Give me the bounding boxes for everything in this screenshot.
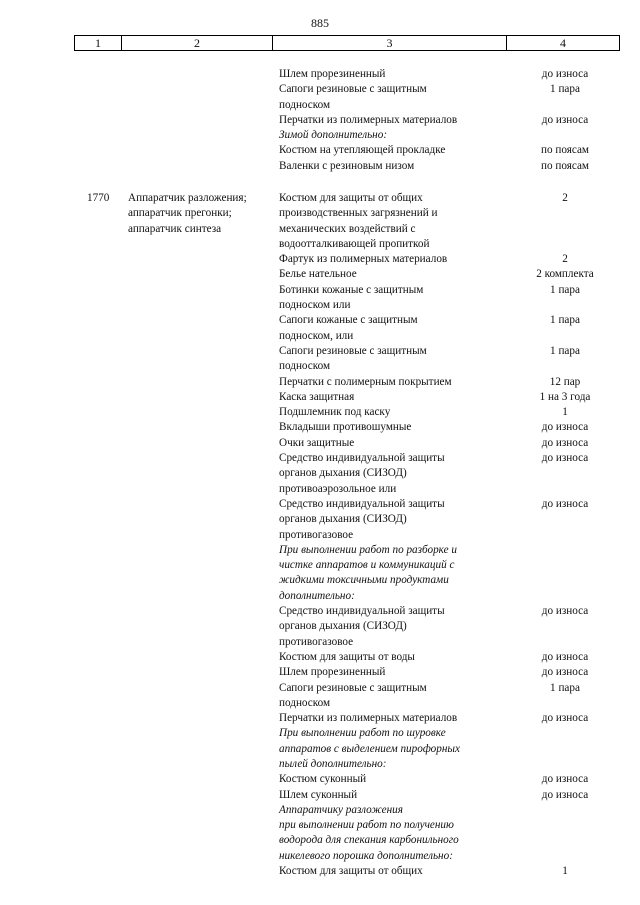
item-quantity: 1 — [562, 865, 568, 878]
item-name-line: Перчатки из полимерных материалов — [279, 712, 458, 725]
item-name — [279, 283, 509, 314]
item-name — [279, 267, 509, 282]
item-name-line: подноском — [279, 98, 331, 111]
item-name-line: механических воздействий с — [279, 222, 416, 235]
item-name-line: Подшлемник под каску — [279, 406, 391, 419]
item-name — [279, 681, 509, 712]
item-name-line: Белье нательное — [279, 268, 357, 281]
item-name — [279, 665, 509, 680]
header-col-1: 1 — [75, 36, 122, 51]
section-note — [0, 726, 640, 772]
list-item — [0, 390, 640, 405]
item-name-line: Зимой дополнительно: — [279, 129, 388, 142]
item-quantity: 2 — [562, 192, 568, 204]
item-name — [279, 143, 509, 158]
item-name-line: дополнительно: — [279, 589, 355, 602]
item-name-line: органов дыхания (СИЗОД) — [279, 620, 407, 633]
item-name — [279, 604, 509, 650]
profession-line: аппаратчик синтеза — [128, 222, 222, 235]
item-name — [279, 772, 509, 787]
profession-line: Аппаратчик разложения; — [128, 192, 247, 204]
item-quantity: до износа — [541, 113, 589, 126]
item-name — [279, 191, 509, 252]
item-name — [279, 67, 509, 82]
item-name-line: Костюм на утепляющей прокладке — [279, 144, 446, 157]
item-name-line: водоотталкивающей пропиткой — [279, 237, 430, 250]
header-col-4: 4 — [507, 36, 620, 51]
item-name-line: Сапоги резиновые с защитным — [279, 681, 427, 694]
list-item — [0, 267, 640, 282]
list-item — [0, 604, 640, 650]
item-quantity: по поясам — [540, 159, 590, 172]
item-name-line: Валенки с резиновым низом — [279, 159, 415, 172]
item-name-line: Костюм суконный — [279, 773, 367, 786]
list-item — [0, 451, 640, 497]
item-name-line: при выполнении работ по получению — [279, 819, 454, 832]
item-name — [279, 543, 509, 604]
item-name-line: Средство индивидуальной защиты — [279, 452, 445, 465]
item-quantity: до износа — [541, 68, 589, 80]
list-item — [0, 864, 640, 879]
header-col-3: 3 — [273, 36, 507, 51]
list-item — [0, 711, 640, 726]
item-quantity: 1 пара — [550, 314, 580, 327]
item-name — [279, 344, 509, 375]
item-quantity: до износа — [541, 788, 589, 801]
item-name-line: противоаэрозольное или — [279, 482, 397, 495]
item-quantity: 1 — [562, 406, 568, 419]
entry-code: 1770 — [87, 192, 110, 204]
item-quantity: до износа — [541, 421, 589, 434]
item-quantity: до износа — [541, 452, 589, 465]
item-name-line: Шлем прорезиненный — [279, 666, 386, 679]
item-quantity: до износа — [541, 650, 589, 663]
item-name — [279, 650, 509, 665]
item-quantity: 1 пара — [550, 283, 580, 296]
item-quantity: до износа — [541, 712, 589, 725]
item-name-line: Костюм для защиты от общих — [279, 192, 423, 204]
section-note — [0, 128, 640, 143]
list-item — [0, 313, 640, 344]
item-name-line: Перчатки с полимерным покрытием — [279, 375, 452, 388]
item-name — [279, 405, 509, 420]
item-quantity: 1 пара — [550, 344, 580, 357]
section-note — [0, 543, 640, 604]
list-item — [0, 436, 640, 451]
item-name — [279, 711, 509, 726]
list-item — [0, 405, 640, 420]
item-name-line: никелевого порошка дополнительно: — [279, 849, 453, 862]
item-name — [279, 252, 509, 267]
item-name-line: Аппаратчику разложения — [279, 803, 403, 816]
item-name — [279, 82, 509, 113]
item-name — [279, 436, 509, 451]
list-item — [0, 375, 640, 390]
item-name-line: противогазовое — [279, 635, 354, 648]
item-name-line: Каска защитная — [279, 390, 355, 403]
item-name-line: Перчатки из полимерных материалов — [279, 113, 458, 126]
item-name-line: Средство индивидуальной защиты — [279, 605, 445, 618]
item-name-line: Сапоги резиновые с защитным — [279, 83, 427, 96]
item-name-line: Костюм для защиты от воды — [279, 650, 415, 663]
item-name — [279, 159, 509, 174]
item-name-line: подноском — [279, 696, 331, 709]
list-item — [0, 67, 640, 82]
list-item — [0, 113, 640, 128]
item-quantity: до износа — [541, 605, 589, 618]
item-name-line: Сапоги кожаные с защитным — [279, 314, 418, 327]
list-item — [0, 772, 640, 787]
list-item — [0, 788, 640, 803]
list-item — [0, 420, 640, 435]
item-quantity: до износа — [541, 773, 589, 786]
item-name-line: пылей дополнительно: — [279, 757, 387, 770]
item-quantity: 12 пар — [549, 375, 581, 388]
page-number: 885 — [311, 16, 329, 30]
item-name-line: аппаратов с выделением пирофорных — [279, 742, 460, 755]
previous-entry-continuation — [0, 67, 640, 174]
item-quantity: 2 — [562, 253, 568, 266]
item-name-line: подноском или — [279, 299, 351, 312]
item-quantity: по поясам — [540, 144, 590, 157]
header-col-2: 2 — [122, 36, 273, 51]
item-quantity: до износа — [541, 436, 589, 449]
entry-items — [0, 191, 640, 879]
item-quantity: 1 пара — [550, 681, 580, 694]
item-name-line: органов дыхания (СИЗОД) — [279, 513, 407, 526]
item-name — [279, 375, 509, 390]
item-name-line: Костюм для защиты от общих — [279, 865, 423, 878]
table-header — [74, 35, 620, 51]
profession-line: аппаратчик прегонки; — [128, 207, 232, 220]
item-name-line: При выполнении работ по разборке и — [279, 543, 457, 556]
list-item — [0, 665, 640, 680]
item-quantity: до износа — [541, 497, 589, 510]
list-item — [0, 82, 640, 113]
item-name — [279, 497, 509, 543]
list-item — [0, 497, 640, 543]
item-name-line: противогазовое — [279, 528, 354, 541]
item-name-line: подноском, или — [279, 329, 354, 342]
item-name-line: Средство индивидуальной защиты — [279, 497, 445, 510]
item-quantity: 1 на 3 года — [539, 390, 591, 403]
section-note — [0, 803, 640, 864]
list-item — [0, 650, 640, 665]
item-name-line: подноском — [279, 360, 331, 373]
item-name-line: органов дыхания (СИЗОД) — [279, 467, 407, 480]
item-quantity: 1 пара — [550, 83, 580, 96]
item-name — [279, 788, 509, 803]
item-name-line: Шлем прорезиненный — [279, 68, 386, 80]
item-name — [279, 451, 509, 497]
item-name-line: Фартук из полимерных материалов — [279, 253, 448, 266]
list-item — [0, 283, 640, 314]
item-name — [279, 420, 509, 435]
item-name — [279, 803, 509, 864]
item-name — [279, 113, 509, 128]
item-name — [279, 390, 509, 405]
item-name-line: Ботинки кожаные с защитным — [279, 283, 424, 296]
list-item — [0, 681, 640, 712]
item-name — [279, 726, 509, 772]
list-item — [0, 159, 640, 174]
item-name-line: Шлем суконный — [279, 788, 358, 801]
item-name — [279, 864, 509, 879]
item-name-line: производственных загрязнений и — [279, 207, 438, 220]
item-quantity: до износа — [541, 666, 589, 679]
item-name — [279, 128, 509, 143]
item-name-line: чистке аппаратов и коммуникаций с — [279, 559, 455, 572]
item-name-line: водорода для спекания карбонильного — [279, 834, 459, 847]
item-quantity: 2 комплекта — [536, 268, 594, 281]
item-name-line: жидкими токсичными продуктами — [279, 574, 449, 587]
list-item — [0, 252, 640, 267]
item-name-line: Сапоги резиновые с защитным — [279, 344, 427, 357]
list-item — [0, 191, 640, 252]
list-item — [0, 143, 640, 158]
item-name — [279, 313, 509, 344]
item-name-line: Очки защитные — [279, 436, 355, 449]
item-name-line: Вкладыши противошумные — [279, 421, 412, 434]
item-name-line: При выполнении работ по шуровке — [279, 727, 446, 740]
list-item — [0, 344, 640, 375]
